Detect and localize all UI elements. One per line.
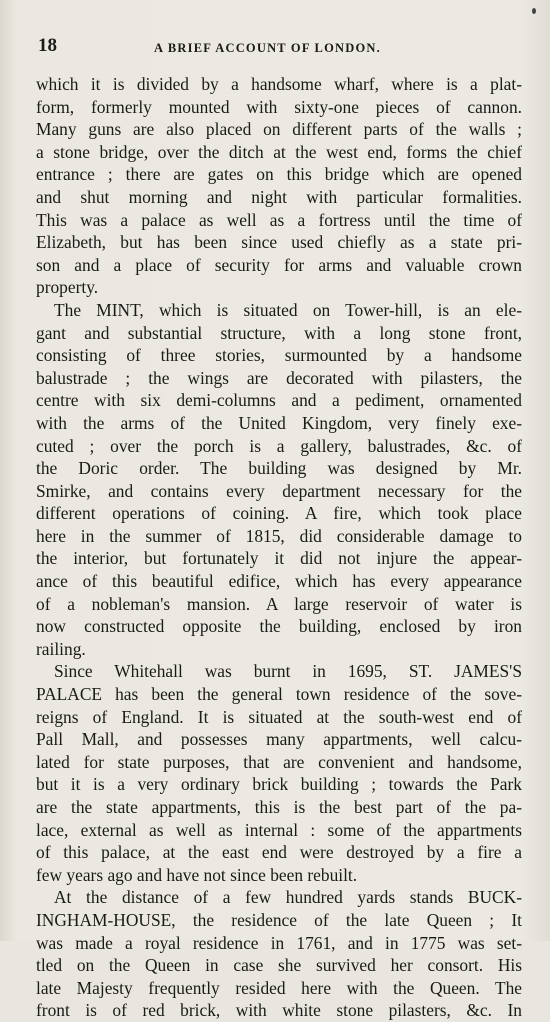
text-line: now constructed opposite the building, enclosed by iron	[36, 616, 522, 637]
text-line: reigns of England. It is situated at the south-west end of	[36, 706, 522, 727]
text-line: of this palace, at the east end were destroyed by a fire a	[36, 842, 522, 863]
text-line: a stone bridge, over the ditch at the west end, forms the chief	[36, 141, 522, 162]
text-line: Pall Mall, and possesses many appartments, well calcu-	[36, 729, 522, 750]
page-number: 18	[38, 35, 57, 56]
text-line: gant and substantial structure, with a long stone front,	[36, 322, 522, 343]
text-line: PALACE has been the general town residence of the sove-	[36, 684, 522, 705]
text-line: Since Whitehall was burnt in 1695, ST. JAMES'S	[54, 661, 522, 682]
text-line: INGHAM-HOUSE, the residence of the late Queen ; It	[36, 909, 522, 930]
running-head: A BRIEF ACCOUNT OF LONDON.	[154, 41, 381, 55]
text-line: centre with six demi-columns and a pediment, ornamented	[36, 390, 522, 411]
text-line: here in the summer of 1815, did considerable damage to	[36, 525, 522, 546]
text-line: The MINT, which is situated on Tower-hill, is an ele-	[54, 299, 522, 320]
text-line: with the arms of the United Kingdom, very finely exe-	[36, 412, 522, 433]
text-line: of a nobleman's mansion. A large reservoir of water is	[36, 593, 522, 614]
text-line: At the distance of a few hundred yards stands BUCK-	[54, 887, 522, 908]
text-line: but it is a very ordinary brick building ; towards the Park	[36, 774, 522, 795]
text-line: was made a royal residence in 1761, and in 1775 was set-	[36, 932, 522, 953]
body-text	[36, 73, 522, 1022]
text-line: tled on the Queen in case she survived her consort. His	[36, 955, 522, 976]
ink-speck	[532, 8, 536, 14]
text-line: balustrade ; the wings are decorated with pilasters, the	[36, 367, 522, 388]
text-line: Elizabeth, but has been since used chiefly as a state pri-	[36, 232, 522, 253]
text-line: Many guns are also placed on different parts of the walls ;	[36, 119, 522, 140]
text-line: property.	[36, 277, 99, 298]
text-line: and shut morning and night with particular formalities.	[36, 186, 522, 207]
text-line: form, formerly mounted with sixty-one pieces of cannon.	[36, 96, 522, 117]
text-line: son and a place of security for arms and valuable crown	[36, 254, 522, 275]
text-line: different operations of coining. A fire, which took place	[36, 503, 522, 524]
text-line: ance of this beautiful edifice, which has every appearance	[36, 571, 522, 592]
text-line: railing.	[36, 638, 86, 659]
text-line: front is of red brick, with white stone pilasters, &c. In	[36, 1000, 522, 1021]
text-line: which it is divided by a handsome wharf, where is a plat-	[36, 74, 522, 94]
text-line: the interior, but fortunately it did not injure the appear-	[36, 548, 522, 569]
text-line: entrance ; there are gates on this bridge which are opened	[36, 164, 522, 185]
text-line: This was a palace as well as a fortress until the time of	[36, 209, 522, 230]
text-line: the Doric order. The building was designed by Mr.	[36, 458, 522, 479]
text-line: are the state appartments, this is the best part of the pa-	[36, 797, 522, 817]
text-line: Smirke, and contains every department necessary for the	[36, 480, 522, 501]
page-header	[38, 33, 528, 63]
text-line: late Majesty frequently resided here with the Queen. The	[36, 977, 522, 998]
text-line: consisting of three stories, surmounted by a handsome	[36, 345, 522, 366]
text-line: lace, external as well as internal : some of the appartments	[36, 819, 522, 840]
text-line: few years ago and have not since been rebuilt.	[36, 864, 358, 885]
text-line: cuted ; over the porch is a gallery, balustrades, &c. of	[36, 435, 522, 456]
text-line: lated for state purposes, that are convenient and handsome,	[36, 751, 522, 772]
